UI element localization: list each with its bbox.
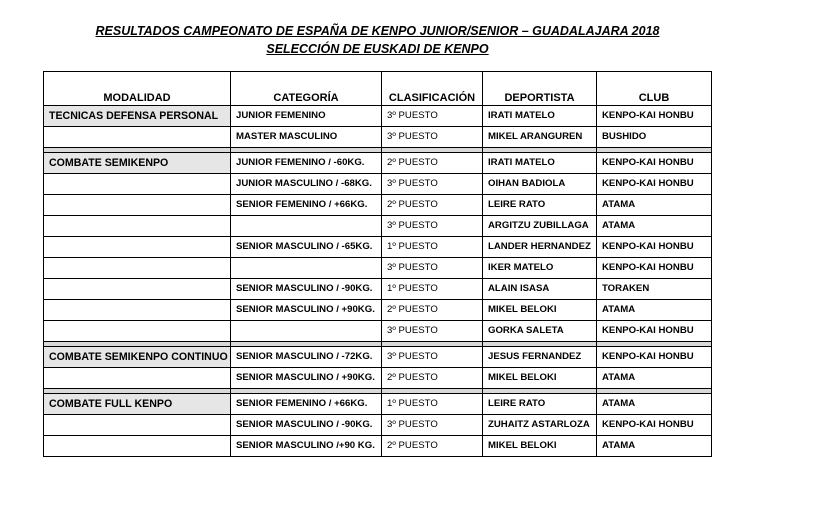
deportista-cell: GORKA SALETA bbox=[483, 321, 597, 342]
table-row bbox=[44, 279, 712, 300]
club-cell: ATAMA bbox=[597, 195, 712, 216]
header-modalidad: MODALIDAD bbox=[44, 72, 231, 106]
clasificacion-cell: 3º PUESTO bbox=[382, 106, 483, 127]
table-row bbox=[44, 368, 712, 389]
modalidad-cell bbox=[44, 279, 231, 300]
modalidad-cell bbox=[44, 300, 231, 321]
clasificacion-cell: 1º PUESTO bbox=[382, 237, 483, 258]
table-row bbox=[44, 415, 712, 436]
categoria-cell: SENIOR MASCULINO / -65KG. bbox=[231, 237, 382, 258]
clasificacion-cell: 3º PUESTO bbox=[382, 321, 483, 342]
club-cell: TORAKEN bbox=[597, 279, 712, 300]
club-cell: KENPO-KAI HONBU bbox=[597, 106, 712, 127]
categoria-cell bbox=[231, 321, 382, 342]
deportista-cell: OIHAN BADIOLA bbox=[483, 174, 597, 195]
modalidad-cell bbox=[44, 216, 231, 237]
header-deportista: DEPORTISTA bbox=[483, 72, 597, 106]
club-cell: ATAMA bbox=[597, 216, 712, 237]
categoria-cell: JUNIOR FEMENINO bbox=[231, 106, 382, 127]
modalidad-cell: COMBATE FULL KENPO bbox=[44, 394, 231, 415]
categoria-cell: JUNIOR MASCULINO / -68KG. bbox=[231, 174, 382, 195]
modalidad-cell bbox=[44, 195, 231, 216]
modalidad-cell bbox=[44, 436, 231, 457]
deportista-cell: LEIRE RATO bbox=[483, 394, 597, 415]
modalidad-cell bbox=[44, 415, 231, 436]
clasificacion-cell: 3º PUESTO bbox=[382, 174, 483, 195]
categoria-cell: SENIOR MASCULINO / +90KG. bbox=[231, 300, 382, 321]
club-cell: ATAMA bbox=[597, 436, 712, 457]
header-club: CLUB bbox=[597, 72, 712, 106]
deportista-cell: LANDER HERNANDEZ bbox=[483, 237, 597, 258]
deportista-cell: ALAIN ISASA bbox=[483, 279, 597, 300]
table-row bbox=[44, 394, 712, 415]
clasificacion-cell: 3º PUESTO bbox=[382, 216, 483, 237]
deportista-cell: ARGITZU ZUBILLAGA bbox=[483, 216, 597, 237]
modalidad-cell: TECNICAS DEFENSA PERSONAL bbox=[44, 106, 231, 127]
clasificacion-cell: 1º PUESTO bbox=[382, 394, 483, 415]
categoria-cell: MASTER MASCULINO bbox=[231, 127, 382, 148]
table-row bbox=[44, 174, 712, 195]
categoria-cell: SENIOR MASCULINO /+90 KG. bbox=[231, 436, 382, 457]
clasificacion-cell: 3º PUESTO bbox=[382, 127, 483, 148]
categoria-cell: SENIOR MASCULINO / +90KG. bbox=[231, 368, 382, 389]
deportista-cell: JESUS FERNANDEZ bbox=[483, 347, 597, 368]
table-row bbox=[44, 195, 712, 216]
clasificacion-cell: 3º PUESTO bbox=[382, 347, 483, 368]
categoria-cell: SENIOR FEMENINO / +66KG. bbox=[231, 195, 382, 216]
deportista-cell: MIKEL BELOKI bbox=[483, 300, 597, 321]
table-row bbox=[44, 347, 712, 368]
clasificacion-cell: 2º PUESTO bbox=[382, 300, 483, 321]
categoria-cell: JUNIOR FEMENINO / -60KG. bbox=[231, 153, 382, 174]
clasificacion-cell: 2º PUESTO bbox=[382, 436, 483, 457]
clasificacion-cell: 2º PUESTO bbox=[382, 195, 483, 216]
results-table bbox=[43, 71, 712, 457]
table-row bbox=[44, 237, 712, 258]
club-cell: KENPO-KAI HONBU bbox=[597, 347, 712, 368]
deportista-cell: MIKEL ARANGUREN bbox=[483, 127, 597, 148]
header-clasificacion: CLASIFICACIÓN bbox=[382, 72, 483, 106]
categoria-cell: SENIOR MASCULINO / -90KG. bbox=[231, 279, 382, 300]
table-row bbox=[44, 321, 712, 342]
modalidad-cell bbox=[44, 127, 231, 148]
deportista-cell: LEIRE RATO bbox=[483, 195, 597, 216]
club-cell: KENPO-KAI HONBU bbox=[597, 321, 712, 342]
modalidad-cell: COMBATE SEMIKENPO bbox=[44, 153, 231, 174]
table-row bbox=[44, 300, 712, 321]
modalidad-cell: COMBATE SEMIKENPO CONTINUO bbox=[44, 347, 231, 368]
table-body bbox=[44, 106, 712, 457]
deportista-cell: IKER MATELO bbox=[483, 258, 597, 279]
clasificacion-cell: 3º PUESTO bbox=[382, 415, 483, 436]
club-cell: KENPO-KAI HONBU bbox=[597, 415, 712, 436]
header-categoria: CATEGORÍA bbox=[231, 72, 382, 106]
modalidad-cell bbox=[44, 368, 231, 389]
modalidad-cell bbox=[44, 321, 231, 342]
categoria-cell: SENIOR MASCULINO / -72KG. bbox=[231, 347, 382, 368]
clasificacion-cell: 3º PUESTO bbox=[382, 258, 483, 279]
club-cell: ATAMA bbox=[597, 368, 712, 389]
club-cell: KENPO-KAI HONBU bbox=[597, 237, 712, 258]
club-cell: ATAMA bbox=[597, 394, 712, 415]
club-cell: ATAMA bbox=[597, 300, 712, 321]
deportista-cell: IRATI MATELO bbox=[483, 106, 597, 127]
club-cell: KENPO-KAI HONBU bbox=[597, 174, 712, 195]
document-subtitle: SELECCIÓN DE EUSKADI DE KENPO bbox=[266, 42, 489, 56]
table-row bbox=[44, 106, 712, 127]
document-title: RESULTADOS CAMPEONATO DE ESPAÑA DE KENPO JUNIOR/SENIOR – GUADALAJARA 2018 bbox=[95, 24, 660, 38]
table-row bbox=[44, 436, 712, 457]
clasificacion-cell: 2º PUESTO bbox=[382, 153, 483, 174]
deportista-cell: MIKEL BELOKI bbox=[483, 436, 597, 457]
table-row bbox=[44, 258, 712, 279]
club-cell: KENPO-KAI HONBU bbox=[597, 153, 712, 174]
table-row bbox=[44, 153, 712, 174]
deportista-cell: ZUHAITZ ASTARLOZA bbox=[483, 415, 597, 436]
categoria-cell bbox=[231, 258, 382, 279]
modalidad-cell bbox=[44, 174, 231, 195]
club-cell: KENPO-KAI HONBU bbox=[597, 258, 712, 279]
club-cell: BUSHIDO bbox=[597, 127, 712, 148]
clasificacion-cell: 2º PUESTO bbox=[382, 368, 483, 389]
clasificacion-cell: 1º PUESTO bbox=[382, 279, 483, 300]
deportista-cell: MIKEL BELOKI bbox=[483, 368, 597, 389]
categoria-cell: SENIOR MASCULINO / -90KG. bbox=[231, 415, 382, 436]
table-row bbox=[44, 216, 712, 237]
table-header-row bbox=[44, 72, 712, 106]
modalidad-cell bbox=[44, 258, 231, 279]
categoria-cell: SENIOR FEMENINO / +66KG. bbox=[231, 394, 382, 415]
deportista-cell: IRATI MATELO bbox=[483, 153, 597, 174]
modalidad-cell bbox=[44, 237, 231, 258]
table-row bbox=[44, 127, 712, 148]
categoria-cell bbox=[231, 216, 382, 237]
